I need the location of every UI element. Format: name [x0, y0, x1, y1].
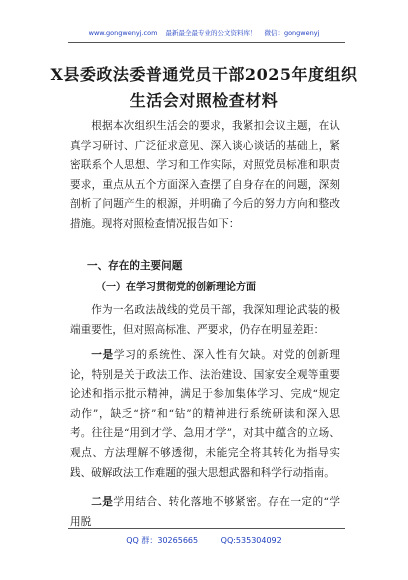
site-slogan: 最新最全最专业的公文资料库！ [165, 29, 257, 37]
paragraph-text: 学习的系统性、深入性有欠缺。对党的创新理论，特别是关于政法工作、法治建设、国家安全观等重要论述和指示批示精神，满足于参加集体学习、完成“规定动作”，缺乏“挤”和“钻”的精神进行系统研读和深入思考。往往是“用到才学、急用才学”，对其中蕴含的立场、观点、方法理解不够透彻，未能完全将其转化为指导实践、破解政法工作难题的强大思想武器和科学行动指南。 [70, 349, 340, 479]
header-divider [68, 42, 345, 43]
intro-paragraph: 根据本次组织生活会的要求，我紧扣会议主题，在认真学习研讨、广泛征求意见、深入谈心谈话的基础上，紧密联系个人思想、学习和工作实际，对照党员标准和职责要求，重点从五个方面深入查摆了自身存在的问题，深刻剖析了问题产生的根源，并明确了今后的努力方向和整改措施。现将对照检查情况报告如下： [70, 120, 340, 230]
subsection-heading: （一）在学习贯彻党的创新理论方面 [96, 282, 256, 293]
page-footer [0, 535, 408, 546]
page-header [0, 28, 408, 37]
paragraph-lead: 二是 [91, 496, 114, 508]
wechat-id: 微信：gongwenyj [264, 29, 320, 37]
qq-contact: QQ:535304092 [220, 536, 282, 545]
body-paragraph [70, 346, 340, 483]
body-paragraph: 作为一名政法战线的党员干部，我深知理论武装的极端重要性，但对照高标准、严要求，仍存在明显差距： [70, 304, 340, 336]
body-paragraph [70, 493, 340, 532]
paragraph-lead: 一是 [91, 349, 114, 361]
paragraph-text: 学用结合、转化落地不够紧密。存在一定的“学用脱 [70, 496, 341, 528]
document-title: X县委政法委普通党员干部2025年度组织生活会对照检查材料 [50, 65, 358, 110]
footer-divider [68, 528, 345, 529]
qq-group: QQ 群：30265665 [126, 536, 199, 545]
section-heading: 一、存在的主要问题 [87, 260, 183, 272]
site-url-link[interactable]: www.gongwenyj.com [88, 29, 158, 37]
